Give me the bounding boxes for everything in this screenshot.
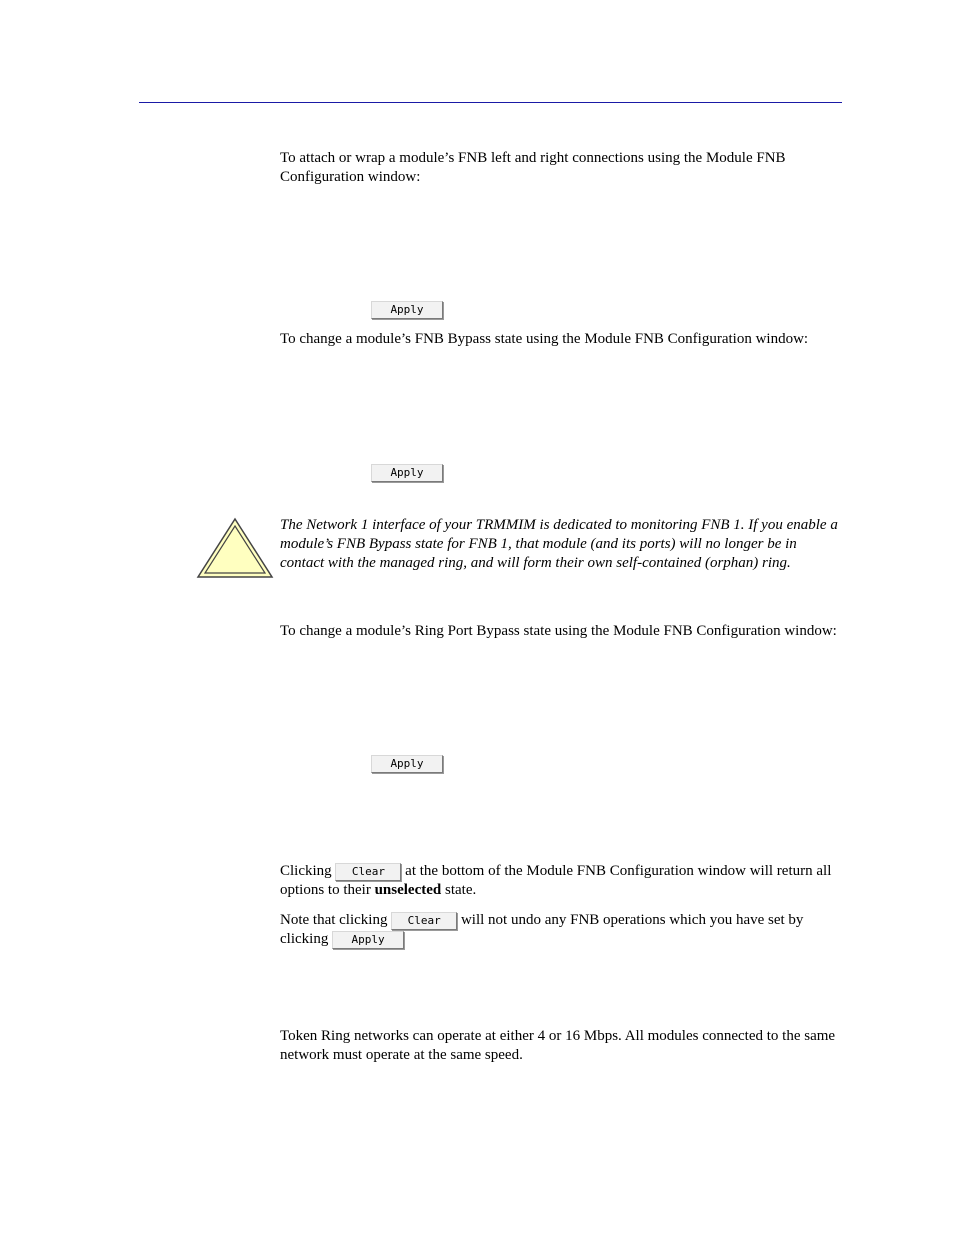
paragraph-clear (280, 862, 842, 900)
clear-pre-text: Clicking (280, 863, 332, 879)
clear-button[interactable]: Clear (335, 863, 401, 881)
header-rule (139, 102, 842, 103)
note-pre-text: Note that clicking (280, 912, 388, 928)
apply-button[interactable]: Apply (332, 931, 404, 949)
clear-post-text: at the bottom of the Module FNB Configuration window will return all options to their (280, 863, 832, 898)
unselected-text: unselected (374, 882, 442, 898)
paragraph-token-ring: Token Ring networks can operate at either 4 or 16 Mbps. All modules connected to the same network must operate at the same speed. (280, 1028, 836, 1063)
paragraph-ring-port-bypass: To change a module’s Ring Port Bypass state using the Module FNB Configuration window: (280, 623, 837, 639)
caution-icon (196, 517, 274, 579)
apply-button[interactable]: Apply (371, 301, 443, 319)
paragraph-attach-wrap: To attach or wrap a module’s FNB left and right connections using the Module FNB Configuration window: (280, 150, 786, 185)
apply-button[interactable]: Apply (371, 755, 443, 773)
paragraph-note (280, 911, 842, 949)
paragraph-fnb-bypass: To change a module’s FNB Bypass state using the Module FNB Configuration window: (280, 331, 809, 347)
apply-button[interactable]: Apply (371, 464, 443, 482)
clear-button[interactable]: Clear (391, 912, 457, 930)
note-mid-text: will not undo any FNB operations which you have set by clicking (280, 912, 804, 947)
clear-end-text: state. (445, 882, 477, 898)
caution-text: The Network 1 interface of your TRMMIM is dedicated to monitoring FNB 1. If you enable a module’s FNB Bypass state for FNB 1, that module (and its ports) will no longer be in contact with the managed ring, and will form their own self-contained (orphan) ring. (280, 517, 838, 571)
